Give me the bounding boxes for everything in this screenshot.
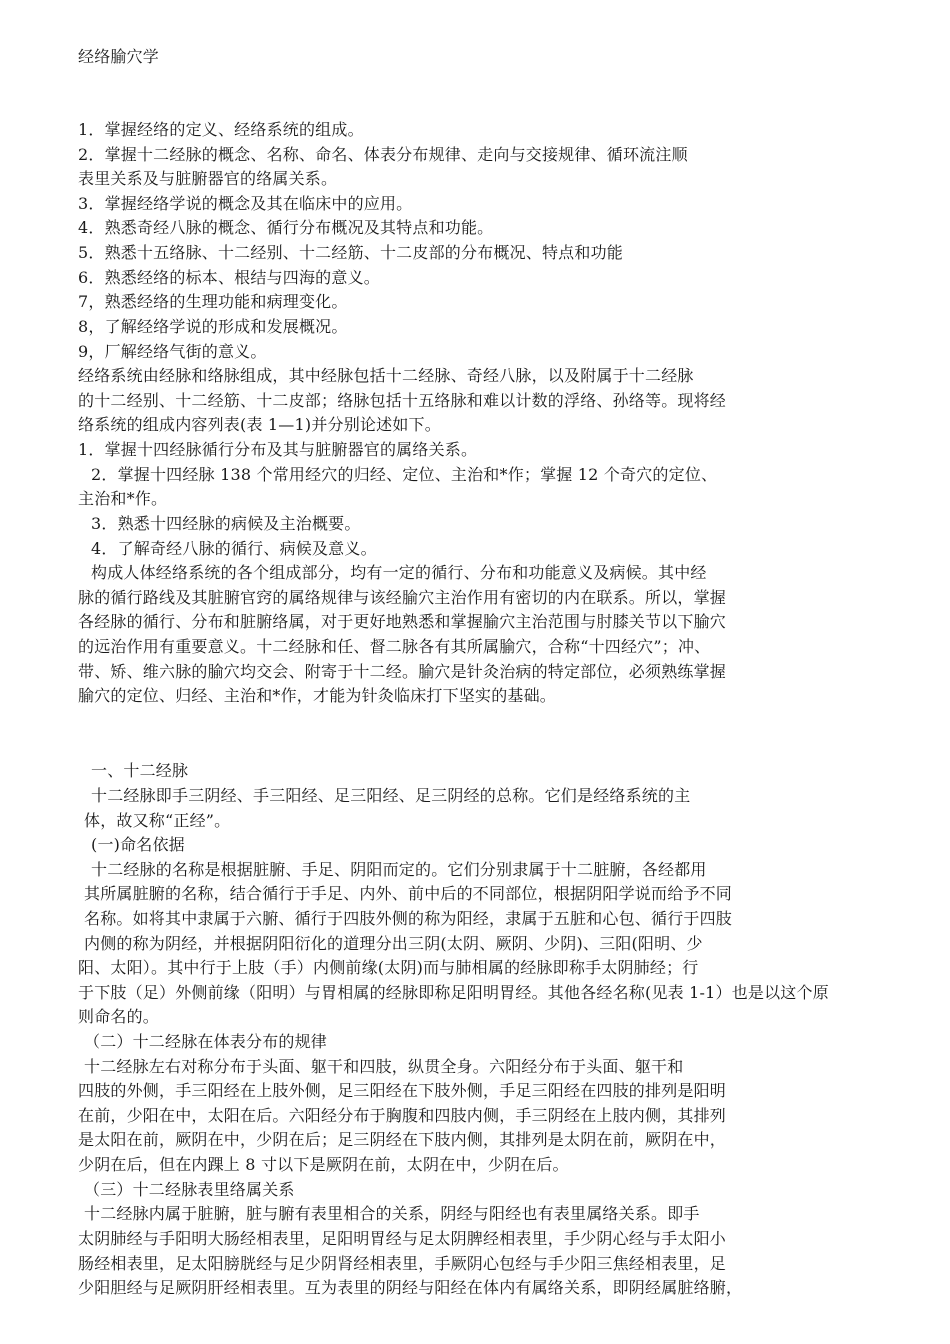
text-line: 8，了解经络学说的形成和发展概况。 <box>78 317 348 336</box>
text-line: 十二经脉的名称是根据脏腑、手足、阴阳而定的。它们分别隶属于十二脏腑，各经都用 <box>91 860 707 879</box>
text-line: 1．掌握经络的定义、经络系统的组成。 <box>78 120 364 139</box>
text-line: 是太阳在前，厥阴在中，少阴在后；足三阴经在下肢内侧，其排列是太阴在前，厥阴在中， <box>78 1130 727 1149</box>
text-line: 3．掌握经络学说的概念及其在临床中的应用。 <box>78 194 413 213</box>
text-line: 太阴肺经与手阳明大肠经相表里，足阳明胃经与足太阴脾经相表里，手少阴心经与手太阳小 <box>78 1229 727 1248</box>
subsection-heading: （三）十二经脉表里络属关系 <box>84 1180 295 1199</box>
text-line: 的远治作用有重要意义。十二经脉和任、督二脉各有其所属腧穴，合称“十四经穴”；冲、 <box>78 637 711 656</box>
text-line: 少阴在后，但在内踝上 8 寸以下是厥阴在前，太阴在中，少阴在后。 <box>78 1155 569 1174</box>
text-line: 十二经脉内属于脏腑，脏与腑有表里相合的关系，阴经与阳经也有表里属络关系。即手 <box>84 1204 700 1223</box>
subsection-heading: （二）十二经脉在体表分布的规律 <box>84 1032 328 1051</box>
text-line: 阳、太阳）。其中行于上肢（手）内侧前缘(太阴)而与肺相属的经脉即称手太阴肺经；行 <box>78 958 699 977</box>
text-line: 的十二经别、十二经筋、十二皮部；络脉包括十五络脉和难以计数的浮络、孙络等。现将经 <box>78 391 727 410</box>
text-line: 7，熟悉经络的生理功能和病理变化。 <box>78 292 348 311</box>
section-heading: 一、十二经脉 <box>91 761 189 780</box>
text-line: 6．熟悉经络的标本、根结与四海的意义。 <box>78 268 380 287</box>
text-line: 十二经脉即手三阴经、手三阳经、足三阳经、足三阴经的总称。它们是经络系统的主 <box>91 786 691 805</box>
text-line: 表里关系及与脏腑器官的络属关系。 <box>78 169 338 188</box>
text-line: 四肢的外侧，手三阳经在上肢外侧，足三阳经在下肢外侧，手足三阳经在四肢的排列是阳明 <box>78 1081 727 1100</box>
text-line: 在前，少阳在中，太阳在后。六阳经分布于胸腹和四肢内侧，手三阴经在上肢内侧，其排列 <box>78 1106 727 1125</box>
text-line: 5．熟悉十五络脉、十二经别、十二经筋、十二皮部的分布概况、特点和功能 <box>78 243 623 262</box>
document-title: 经络腧穴学 <box>78 47 160 66</box>
text-line: 其所属脏腑的名称，结合循行于手足、内外、前中后的不同部位，根据阴阳学说而给予不同 <box>84 884 733 903</box>
text-line: 络系统的组成内容列表(表 1—1)并分别论述如下。 <box>78 415 441 434</box>
text-line: 4．了解奇经八脉的循行、病候及意义。 <box>91 539 377 558</box>
text-line: 于下肢（足）外侧前缘（阳明）与胃相属的经脉即称足阳明胃经。其他各经名称(见表 1-1）也是以这个原 <box>78 983 829 1002</box>
text-line: 则命名的。 <box>78 1007 160 1026</box>
text-line: 构成人体经络系统的各个组成部分，均有一定的循行、分布和功能意义及病候。其中经 <box>91 563 707 582</box>
text-line: 主治和*作。 <box>78 489 168 508</box>
text-line: 9，厂解经络气街的意义。 <box>78 342 267 361</box>
text-line: 少阳胆经与足厥阴肝经相表里。互为表里的阴经与阳经在体内有属络关系，即阴经属脏络腑， <box>78 1278 743 1297</box>
text-line: 2．掌握十四经脉 138 个常用经穴的归经、定位、主治和*作；掌握 12 个奇穴的定位、 <box>91 465 718 484</box>
subsection-heading: (一)命名依据 <box>91 835 185 854</box>
text-line: 1．掌握十四经脉循行分布及其与脏腑器官的属络关系。 <box>78 440 478 459</box>
text-line: 名称。如将其中隶属于六腑、循行于四肢外侧的称为阳经，隶属于五脏和心包、循行于四肢 <box>84 909 733 928</box>
text-line: 十二经脉左右对称分布于头面、躯干和四肢，纵贯全身。六阳经分布于头面、躯干和 <box>84 1057 684 1076</box>
text-line: 经络系统由经脉和络脉组成，其中经脉包括十二经脉、奇经八脉，以及附属于十二经脉 <box>78 366 694 385</box>
text-line: 带、矫、维六脉的腧穴均交会、附寄于十二经。腧穴是针灸治病的特定部位，必须熟练掌握 <box>78 662 727 681</box>
text-line: 脉的循行路线及其脏腑官窍的属络规律与该经腧穴主治作用有密切的内在联系。所以，掌握 <box>78 588 727 607</box>
text-line: 内侧的称为阴经，并根据阴阳衍化的道理分出三阴(太阴、厥阴、少阴)、三阳(阳明、少 <box>84 934 703 953</box>
text-line: 肠经相表里，足太阳膀胱经与足少阴肾经相表里，手厥阴心包经与手少阳三焦经相表里，足 <box>78 1254 727 1273</box>
text-line: 4．熟悉奇经八脉的概念、循行分布概况及其特点和功能。 <box>78 218 494 237</box>
text-line: 各经脉的循行、分布和脏腑络属，对于更好地熟悉和掌握腧穴主治范围与肘膝关节以下腧穴 <box>78 612 727 631</box>
text-line: 2．掌握十二经脉的概念、名称、命名、体表分布规律、走向与交接规律、循环流注顺 <box>78 145 688 164</box>
text-line: 3．熟悉十四经脉的病候及主治概要。 <box>91 514 361 533</box>
text-line: 体，故又称“正经”。 <box>84 811 231 830</box>
text-line: 腧穴的定位、归经、主治和*作，才能为针灸临床打下坚实的基础。 <box>78 686 557 705</box>
